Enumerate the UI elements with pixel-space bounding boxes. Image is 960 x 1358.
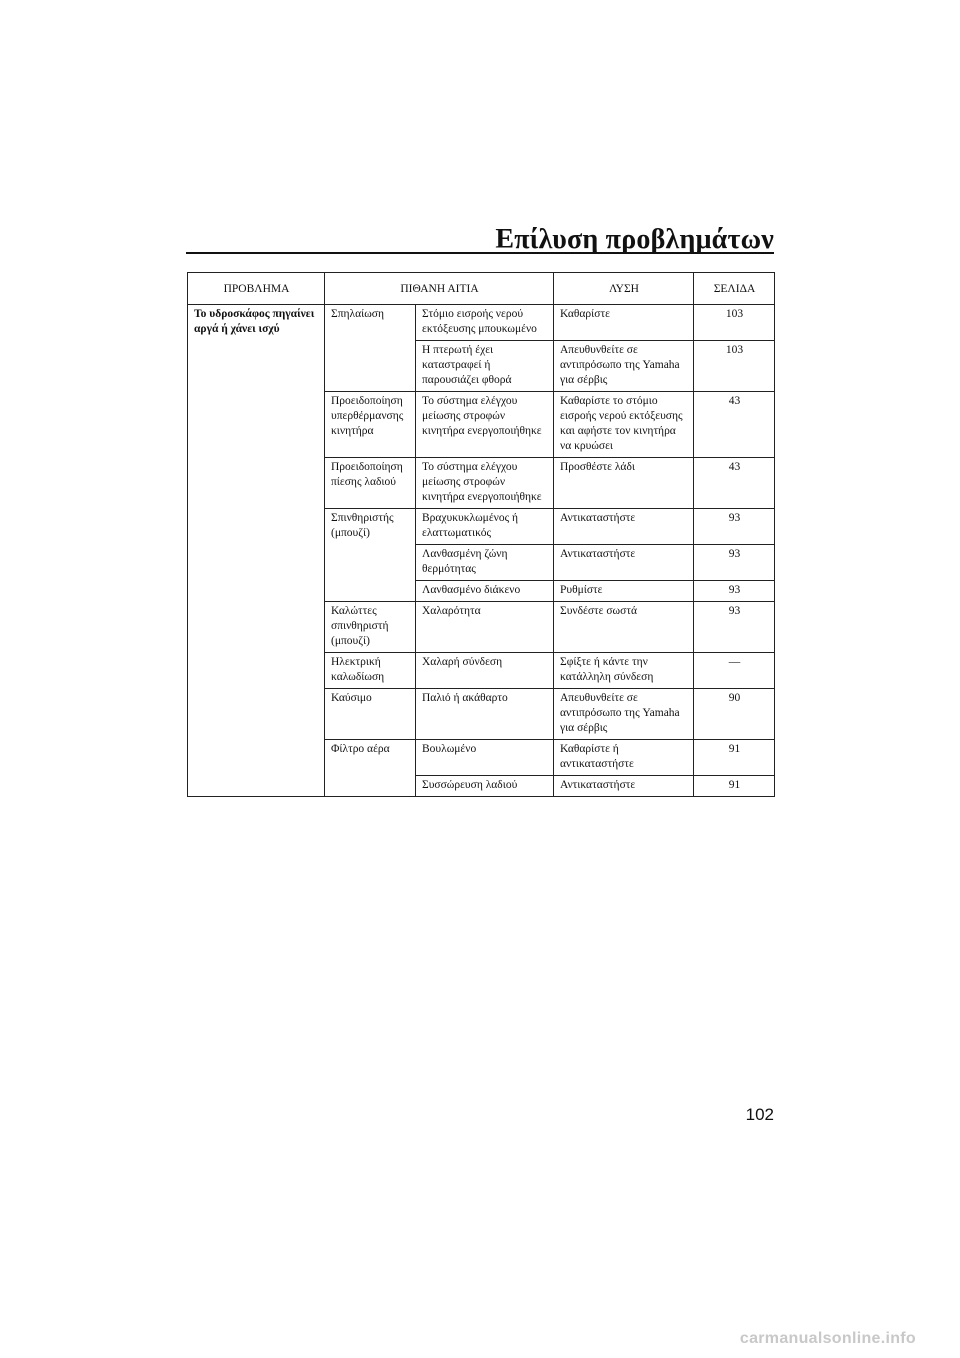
page-ref-cell: 93 [694, 581, 775, 602]
page-ref-cell: 93 [694, 545, 775, 581]
solution-cell: Αντικαταστήστε [554, 776, 694, 797]
title-divider [186, 252, 774, 254]
column-header-solution: ΛΥΣΗ [554, 273, 694, 305]
solution-cell: Αντικαταστήστε [554, 509, 694, 545]
detail-cell: Βραχυκυκλωμένος ή ελαττωματικός [416, 509, 554, 545]
solution-cell: Καθαρίστε το στόμιο εισροής νερού εκτόξευσης και αφήστε τον κινητήρα να κρυώσει [554, 392, 694, 458]
page-ref-cell: 91 [694, 740, 775, 776]
page-ref-cell: 43 [694, 458, 775, 509]
page-ref-cell: — [694, 653, 775, 689]
cause-cell: Προειδοποίηση υπερθέρμανσης κινητήρα [325, 392, 416, 458]
page-ref-cell: 43 [694, 392, 775, 458]
detail-cell: Λανθασμένη ζώνη θερμότητας [416, 545, 554, 581]
watermark: carmanualsonline.info [739, 1330, 916, 1347]
column-header-cause: ΠΙΘΑΝΗ ΑΙΤΙΑ [325, 273, 554, 305]
solution-cell: Σφίξτε ή κάντε την κατάλληλη σύνδεση [554, 653, 694, 689]
cause-cell: Σπινθηριστής (μπουζί) [325, 509, 416, 602]
table-row [188, 305, 775, 341]
detail-cell: Παλιό ή ακάθαρτο [416, 689, 554, 740]
cause-cell: Καλώττες σπινθηριστή (μπουζί) [325, 602, 416, 653]
cause-cell: Ηλεκτρική καλωδίωση [325, 653, 416, 689]
solution-cell: Καθαρίστε ή αντικαταστήστε [554, 740, 694, 776]
cause-cell: Σπηλαίωση [325, 305, 416, 392]
page-ref-cell: 103 [694, 305, 775, 341]
page-ref-cell: 93 [694, 602, 775, 653]
detail-cell: Στόμιο εισροής νερού εκτόξευσης μπουκωμένο [416, 305, 554, 341]
detail-cell: Η πτερωτή έχει καταστραφεί ή παρουσιάζει φθορά [416, 341, 554, 392]
column-header-page: ΣΕΛΙΔΑ [694, 273, 775, 305]
solution-cell: Προσθέστε λάδι [554, 458, 694, 509]
detail-cell: Το σύστημα ελέγχου μείωσης στροφών κινητήρα ενεργοποιήθηκε [416, 458, 554, 509]
detail-cell: Λανθασμένο διάκενο [416, 581, 554, 602]
troubleshooting-table [187, 272, 775, 797]
solution-cell: Ρυθμίστε [554, 581, 694, 602]
page-ref-cell: 90 [694, 689, 775, 740]
detail-cell: Το σύστημα ελέγχου μείωσης στροφών κινητήρα ενεργοποιήθηκε [416, 392, 554, 458]
problem-cell: Το υδροσκάφος πηγαίνει αργά ή χάνει ισχύ [188, 305, 325, 797]
cause-cell: Καύσιμο [325, 689, 416, 740]
page-ref-cell: 91 [694, 776, 775, 797]
column-header-problem: ΠΡΟΒΛΗΜΑ [188, 273, 325, 305]
solution-cell: Απευθυνθείτε σε αντιπρόσωπο της Yamaha για σέρβις [554, 689, 694, 740]
page-title: Επίλυση προβλημάτων [495, 224, 774, 255]
detail-cell: Συσσώρευση λαδιού [416, 776, 554, 797]
page-ref-cell: 93 [694, 509, 775, 545]
detail-cell: Βουλωμένο [416, 740, 554, 776]
solution-cell: Καθαρίστε [554, 305, 694, 341]
solution-cell: Συνδέστε σωστά [554, 602, 694, 653]
page-ref-cell: 103 [694, 341, 775, 392]
detail-cell: Χαλαρότητα [416, 602, 554, 653]
cause-cell: Φίλτρο αέρα [325, 740, 416, 797]
table-header-row [188, 273, 775, 305]
solution-cell: Αντικαταστήστε [554, 545, 694, 581]
cause-cell: Προειδοποίηση πίεσης λαδιού [325, 458, 416, 509]
page-number: 102 [745, 1105, 774, 1124]
solution-cell: Απευθυνθείτε σε αντιπρόσωπο της Yamaha για σέρβις [554, 341, 694, 392]
detail-cell: Χαλαρή σύνδεση [416, 653, 554, 689]
